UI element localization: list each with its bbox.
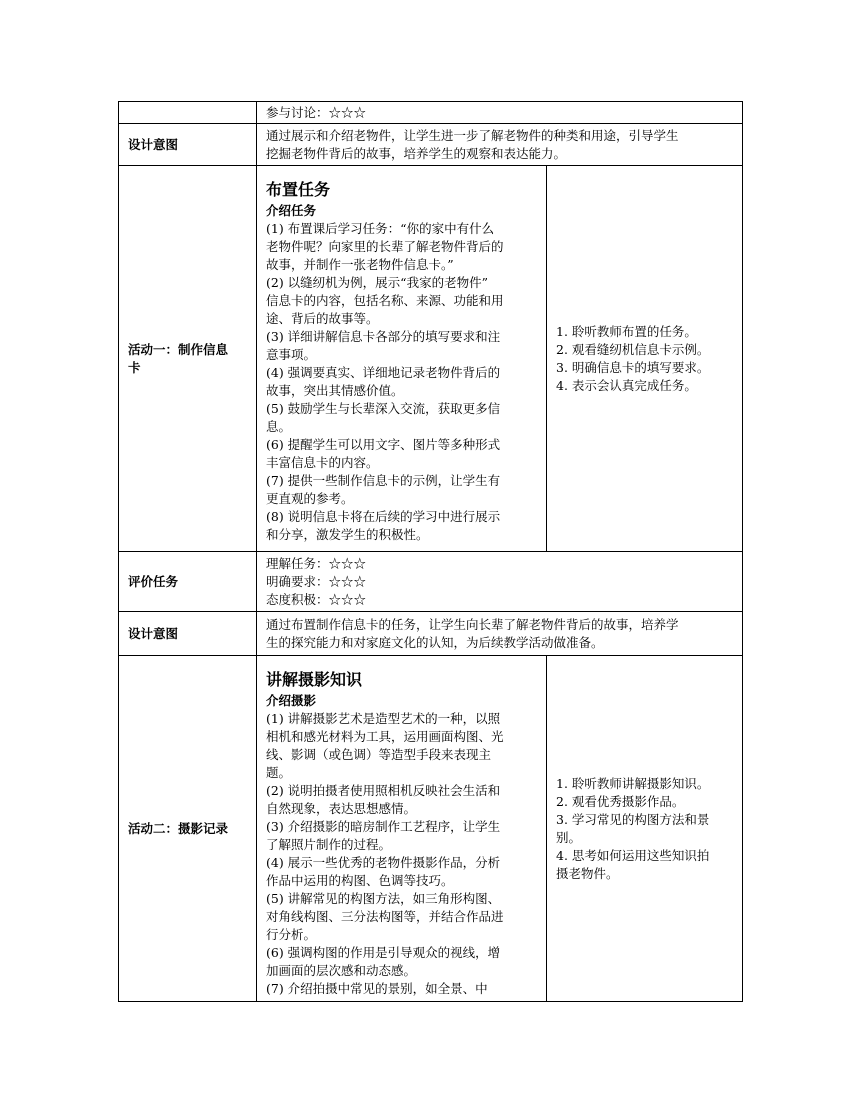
teacher-step-line: (6) 强调构图的作用是引导观众的视线，增 — [266, 945, 501, 960]
activity2-title: 讲解摄影知识 — [266, 670, 363, 689]
activity1-title: 布置任务 — [266, 180, 331, 199]
teacher-step-line: 途、背后的故事等。 — [266, 311, 379, 326]
teacher-step-line: 加画面的层次感和动态感。 — [266, 963, 417, 978]
teacher-step-line: 故事，并制作一张老物件信息卡。” — [266, 257, 454, 272]
student-activity-list — [556, 775, 733, 883]
teacher-step-line: 故事，突出其情感价值。 — [266, 383, 404, 398]
teacher-step-line: 自然现象，表达思想感情。 — [266, 801, 417, 816]
design-intent-cell — [257, 612, 743, 656]
student-activity-item: 别。 — [556, 829, 582, 845]
participation-rating — [257, 102, 743, 124]
design-intent-line: 挖掘老物件背后的故事，培养学生的观察和表达能力。 — [266, 145, 567, 161]
teacher-step-line: (1) 布置课后学习任务：“你的家中有什么 — [266, 221, 495, 236]
teacher-step-line: 行分析。 — [266, 927, 317, 942]
teacher-step-line: (4) 展示一些优秀的老物件摄影作品，分析 — [266, 855, 501, 870]
activity2-student-cell — [547, 656, 743, 1002]
teacher-step-line: 信息卡的内容，包括名称、来源、功能和用 — [266, 293, 504, 308]
teacher-step-line: 线、影调（或色调）等造型手段来表现主 — [266, 747, 492, 762]
activity1-student-cell — [547, 166, 743, 552]
student-activity-item: 4. 思考如何运用这些知识拍 — [556, 847, 710, 863]
student-activity-item: 1. 聆听教师布置的任务。 — [556, 323, 697, 339]
teacher-step-line: 了解照片制作的过程。 — [266, 837, 392, 852]
teacher-step-line: 意事项。 — [266, 347, 317, 362]
teacher-step-line: (2) 以缝纫机为例，展示“我家的老物件” — [266, 275, 488, 290]
table-row-activity-2 — [119, 656, 743, 1002]
teacher-step-line: (7) 提供一些制作信息卡的示例，让学生有 — [266, 473, 501, 488]
activity2-teacher-cell — [257, 656, 547, 1002]
teacher-step-line: (3) 介绍摄影的暗房制作工艺程序，让学生 — [266, 819, 501, 834]
student-activity-item: 摄老物件。 — [556, 865, 619, 881]
teacher-step-line: (4) 强调要真实、详细地记录老物件背后的 — [266, 365, 501, 380]
activity1-subtitle: 介绍任务 — [266, 203, 317, 218]
teacher-step-line: (2) 说明拍摄者使用照相机反映社会生活和 — [266, 783, 501, 798]
table-row-evaluation — [119, 552, 743, 612]
activity1-teacher-cell — [257, 166, 547, 552]
design-intent-line: 通过布置制作信息卡的任务，让学生向长辈了解老物件背后的故事，培养学 — [266, 616, 679, 632]
design-intent-line: 通过展示和介绍老物件，让学生进一步了解老物件的种类和用途，引导学生 — [266, 127, 679, 143]
student-activity-item: 1. 聆听教师讲解摄影知识。 — [556, 775, 710, 791]
teacher-step-line: 和分享，激发学生的积极性。 — [266, 527, 429, 542]
teacher-step-line: (3) 详细讲解信息卡各部分的填写要求和注 — [266, 329, 501, 344]
teacher-step-line: 息。 — [266, 419, 292, 434]
evaluation-line: 理解任务：☆☆☆ — [266, 555, 367, 571]
student-activity-item: 3. 学习常见的构图方法和景 — [556, 811, 710, 827]
teacher-step-line: 更直观的参考。 — [266, 491, 354, 506]
student-activity-list — [556, 323, 733, 395]
student-activity-item: 2. 观看缝纫机信息卡示例。 — [556, 341, 710, 357]
teacher-step-line: 丰富信息卡的内容。 — [266, 455, 379, 470]
teacher-step-line: 题。 — [266, 765, 292, 780]
teacher-step-line: (5) 鼓励学生与长辈深入交流，获取更多信 — [266, 401, 501, 416]
student-activity-item: 4. 表示会认真完成任务。 — [556, 377, 697, 393]
evaluation-line: 态度积极：☆☆☆ — [266, 591, 367, 607]
table-row-activity-1 — [119, 166, 743, 552]
row1-label-cell — [119, 102, 257, 124]
table-row-design-intent-1 — [119, 124, 743, 166]
teacher-step-line: 对角线构图、三分法构图等，并结合作品进 — [266, 909, 504, 924]
activity1-label-line: 卡 — [128, 359, 141, 375]
teacher-step-line: (1) 讲解摄影艺术是造型艺术的一种，以照 — [266, 711, 501, 726]
student-activity-item: 3. 明确信息卡的填写要求。 — [556, 359, 710, 375]
evaluation-label: 评价任务 — [119, 552, 257, 612]
lesson-plan-table — [118, 101, 743, 1002]
student-activity-item: 2. 观看优秀摄影作品。 — [556, 793, 685, 809]
participation-text: 参与讨论：☆☆☆ — [266, 104, 367, 120]
activity2-label: 活动二：摄影记录 — [119, 656, 257, 1002]
design-intent-label: 设计意图 — [119, 124, 257, 166]
evaluation-cell — [257, 552, 743, 612]
activity1-label — [119, 166, 257, 552]
teacher-step-line: (5) 讲解常见的构图方法，如三角形构图、 — [266, 891, 501, 906]
teacher-step-line: (6) 提醒学生可以用文字、图片等多种形式 — [266, 437, 501, 452]
activity2-subtitle: 介绍摄影 — [266, 693, 317, 708]
table-row-design-intent-2 — [119, 612, 743, 656]
teacher-step-line: (8) 说明信息卡将在后续的学习中进行展示 — [266, 509, 501, 524]
teacher-step-line: (7) 介绍拍摄中常见的景别，如全景、中 — [266, 981, 488, 996]
teacher-step-line: 作品中运用的构图、色调等技巧。 — [266, 873, 454, 888]
design-intent-line: 生的探究能力和对家庭文化的认知，为后续教学活动做准备。 — [266, 634, 604, 650]
design-intent-cell — [257, 124, 743, 166]
teacher-step-line: 相机和感光材料为工具，运用画面构图、光 — [266, 729, 504, 744]
evaluation-line: 明确要求：☆☆☆ — [266, 573, 367, 589]
design-intent-label: 设计意图 — [119, 612, 257, 656]
activity1-label-line: 活动一：制作信息 — [128, 341, 229, 357]
teacher-step-line: 老物件呢？向家里的长辈了解老物件背后的 — [266, 239, 504, 254]
table-row-participation — [119, 102, 743, 124]
